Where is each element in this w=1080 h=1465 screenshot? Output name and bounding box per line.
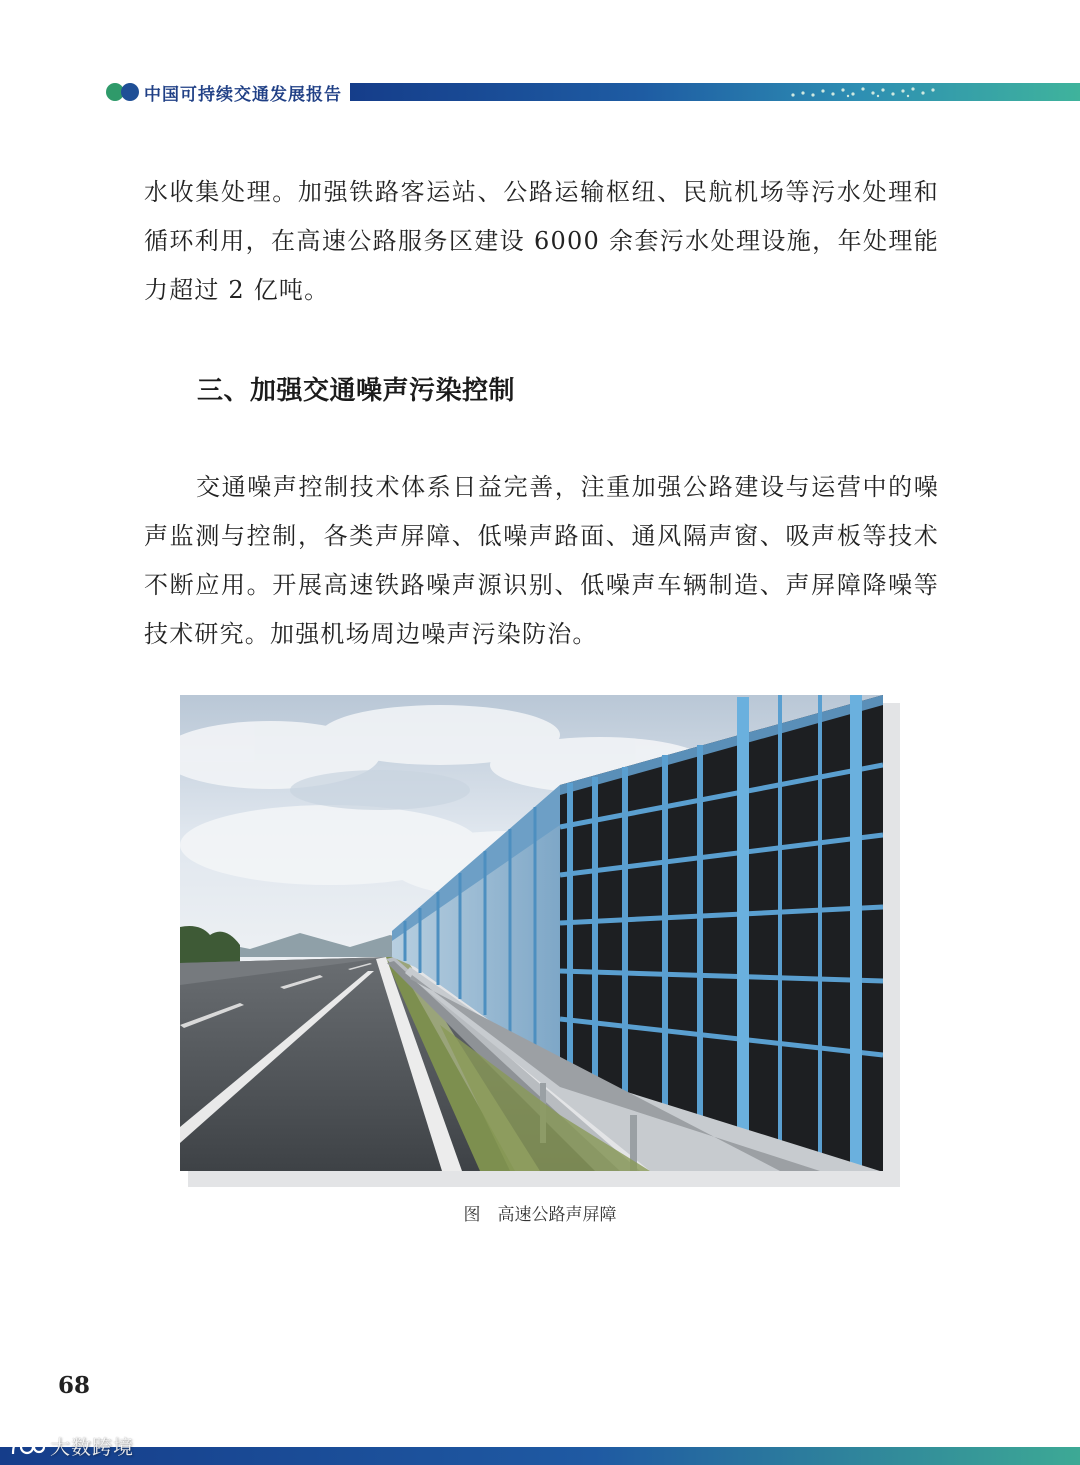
header-gradient-bar xyxy=(350,83,1080,101)
footer-gradient-bar xyxy=(0,1447,1080,1465)
section-heading: 三、加强交通噪声污染控制 xyxy=(197,376,516,406)
body-paragraph-1: 水收集处理。加强铁路客运站、公路运输枢纽、民航机场等污水处理和循环利用，在高速公路服务区建设 6000 余套污水处理设施，年处理能力超过 2 亿吨。 xyxy=(144,178,939,304)
watermark-text: 大数跨境 xyxy=(50,1435,134,1459)
figure-caption: 图 高速公路声屏障 xyxy=(463,1205,617,1225)
page-number: 68 xyxy=(58,1372,91,1399)
running-header xyxy=(0,78,1080,106)
header-dots-decoration xyxy=(790,85,940,99)
body-paragraph-2: 交通噪声控制技术体系日益完善，注重加强公路建设与运营中的噪声监测与控制，各类声屏障、低噪声路面、通风隔声窗、吸声板等技术不断应用。开展高速铁路噪声源识别、低噪声车辆制造、声屏障降噪等技术研究。加强机场周边噪声污染防治。 xyxy=(144,473,939,648)
running-header-title: 中国可持续交通发展报告 xyxy=(144,85,342,105)
watermark-logo-icon xyxy=(10,1436,46,1458)
watermark xyxy=(10,1431,134,1460)
blue-dot-icon xyxy=(121,83,139,101)
highway-noise-barrier-photo xyxy=(180,695,883,1171)
